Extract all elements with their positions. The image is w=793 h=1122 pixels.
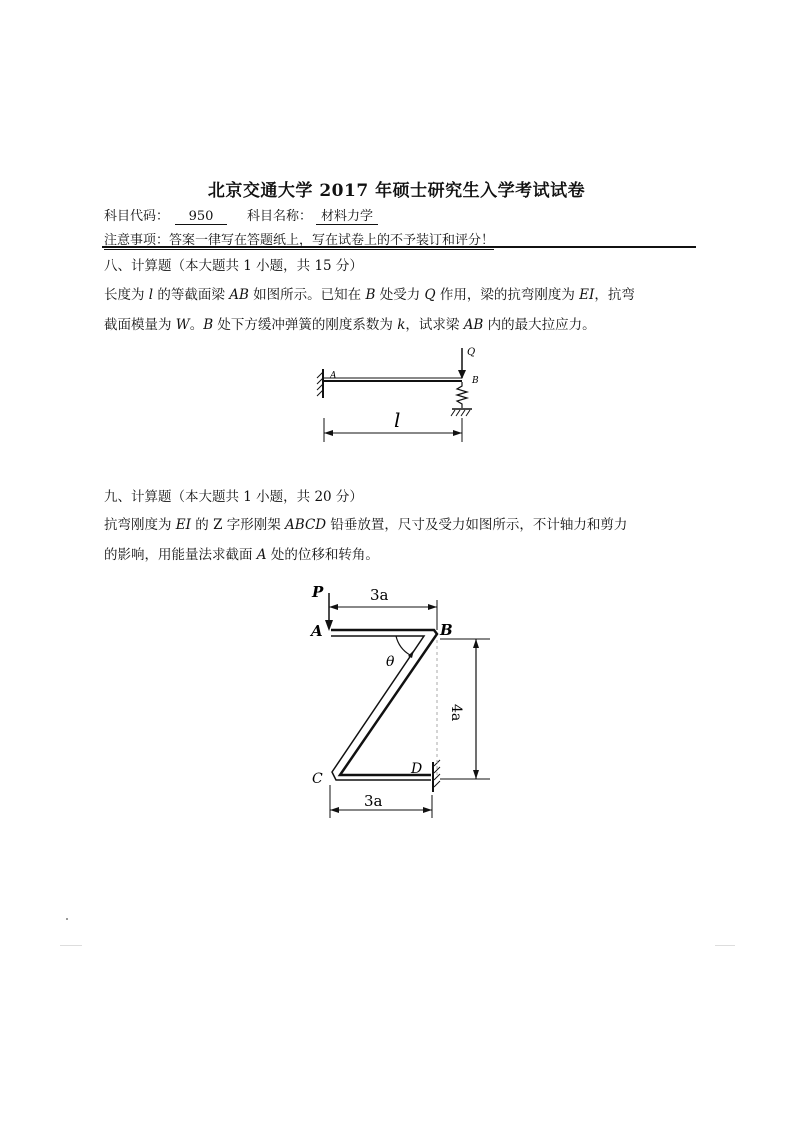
dim-l-arrow-left bbox=[324, 430, 333, 436]
scan-speck bbox=[66, 918, 68, 920]
dim-top-arrow-left bbox=[329, 604, 338, 610]
q8-body bbox=[104, 280, 704, 340]
q8-line-2: 截面模量为 W。B 处下方缓冲弹簧的刚度系数为 k，试求梁 AB 内的最大拉应力。 bbox=[104, 317, 596, 333]
label-c: C bbox=[312, 771, 323, 787]
q9-heading: 九、计算题（本大题共 1 小题，共 20 分） bbox=[104, 489, 363, 505]
force-p-arrowhead bbox=[325, 620, 333, 631]
label-d: D bbox=[411, 761, 423, 777]
subject-code-label: 科目代码： bbox=[104, 209, 170, 224]
label-a: A bbox=[330, 371, 337, 381]
dim-l-arrow-right bbox=[453, 430, 462, 436]
dim-top-arrow-right bbox=[428, 604, 437, 610]
z-frame-inner bbox=[331, 636, 431, 780]
fixed-support-hatch bbox=[317, 372, 323, 396]
label-p: P bbox=[312, 583, 324, 601]
header-divider bbox=[102, 246, 696, 248]
scan-edge-left bbox=[60, 945, 82, 946]
exam-notice: 注意事项：答案一律写在答题纸上，写在试卷上的不予装订和评分！ bbox=[104, 229, 494, 250]
dim-bottom-arrow-right bbox=[423, 807, 432, 813]
spring bbox=[457, 382, 467, 408]
support-d-hatch bbox=[434, 760, 440, 787]
exam-title: 北京交通大学 2017 年硕士研究生入学考试试卷 bbox=[207, 181, 586, 201]
label-bottom-3a: 3a bbox=[364, 792, 383, 810]
theta-arrowhead bbox=[408, 650, 414, 658]
label-b-frame: B bbox=[440, 621, 453, 639]
theta-arc bbox=[396, 636, 410, 655]
q8-heading: 八、计算题（本大题共 1 小题，共 15 分） bbox=[104, 258, 363, 274]
q9-body bbox=[104, 510, 704, 570]
q8-line-1: 长度为 l 的等截面梁 AB 如图所示。已知在 B 处受力 Q 作用，梁的抗弯刚度为 EI，抗弯 bbox=[104, 287, 635, 303]
subject-name-value: 材料力学 bbox=[316, 205, 378, 225]
label-l: l bbox=[394, 408, 401, 432]
z-frame-outer bbox=[331, 630, 437, 775]
dim-height-arrow-top bbox=[473, 639, 479, 648]
subject-name-label: 科目名称： bbox=[247, 209, 313, 224]
label-q: Q bbox=[467, 347, 476, 358]
label-theta: θ bbox=[386, 654, 395, 670]
label-a-frame: A bbox=[311, 622, 323, 640]
label-top-3a: 3a bbox=[370, 586, 389, 604]
subject-code-value: 950 bbox=[175, 209, 227, 225]
scan-edge-right bbox=[715, 945, 735, 946]
q9-line-1: 抗弯刚度为 EI 的 Z 字形刚架 ABCD 铅垂放置，尺寸及受力如图所示，不计轴力和剪力 bbox=[104, 517, 628, 533]
label-height-4a: 4a bbox=[448, 704, 464, 722]
dim-height-arrow-bottom bbox=[473, 770, 479, 779]
label-b: B bbox=[472, 376, 479, 386]
spring-ground-hatch bbox=[451, 410, 470, 416]
subject-info-row bbox=[104, 205, 378, 225]
dim-bottom-arrow-left bbox=[330, 807, 339, 813]
q9-line-2: 的影响，用能量法求截面 A 处的位移和转角。 bbox=[104, 547, 379, 563]
force-q-arrowhead bbox=[458, 370, 466, 379]
